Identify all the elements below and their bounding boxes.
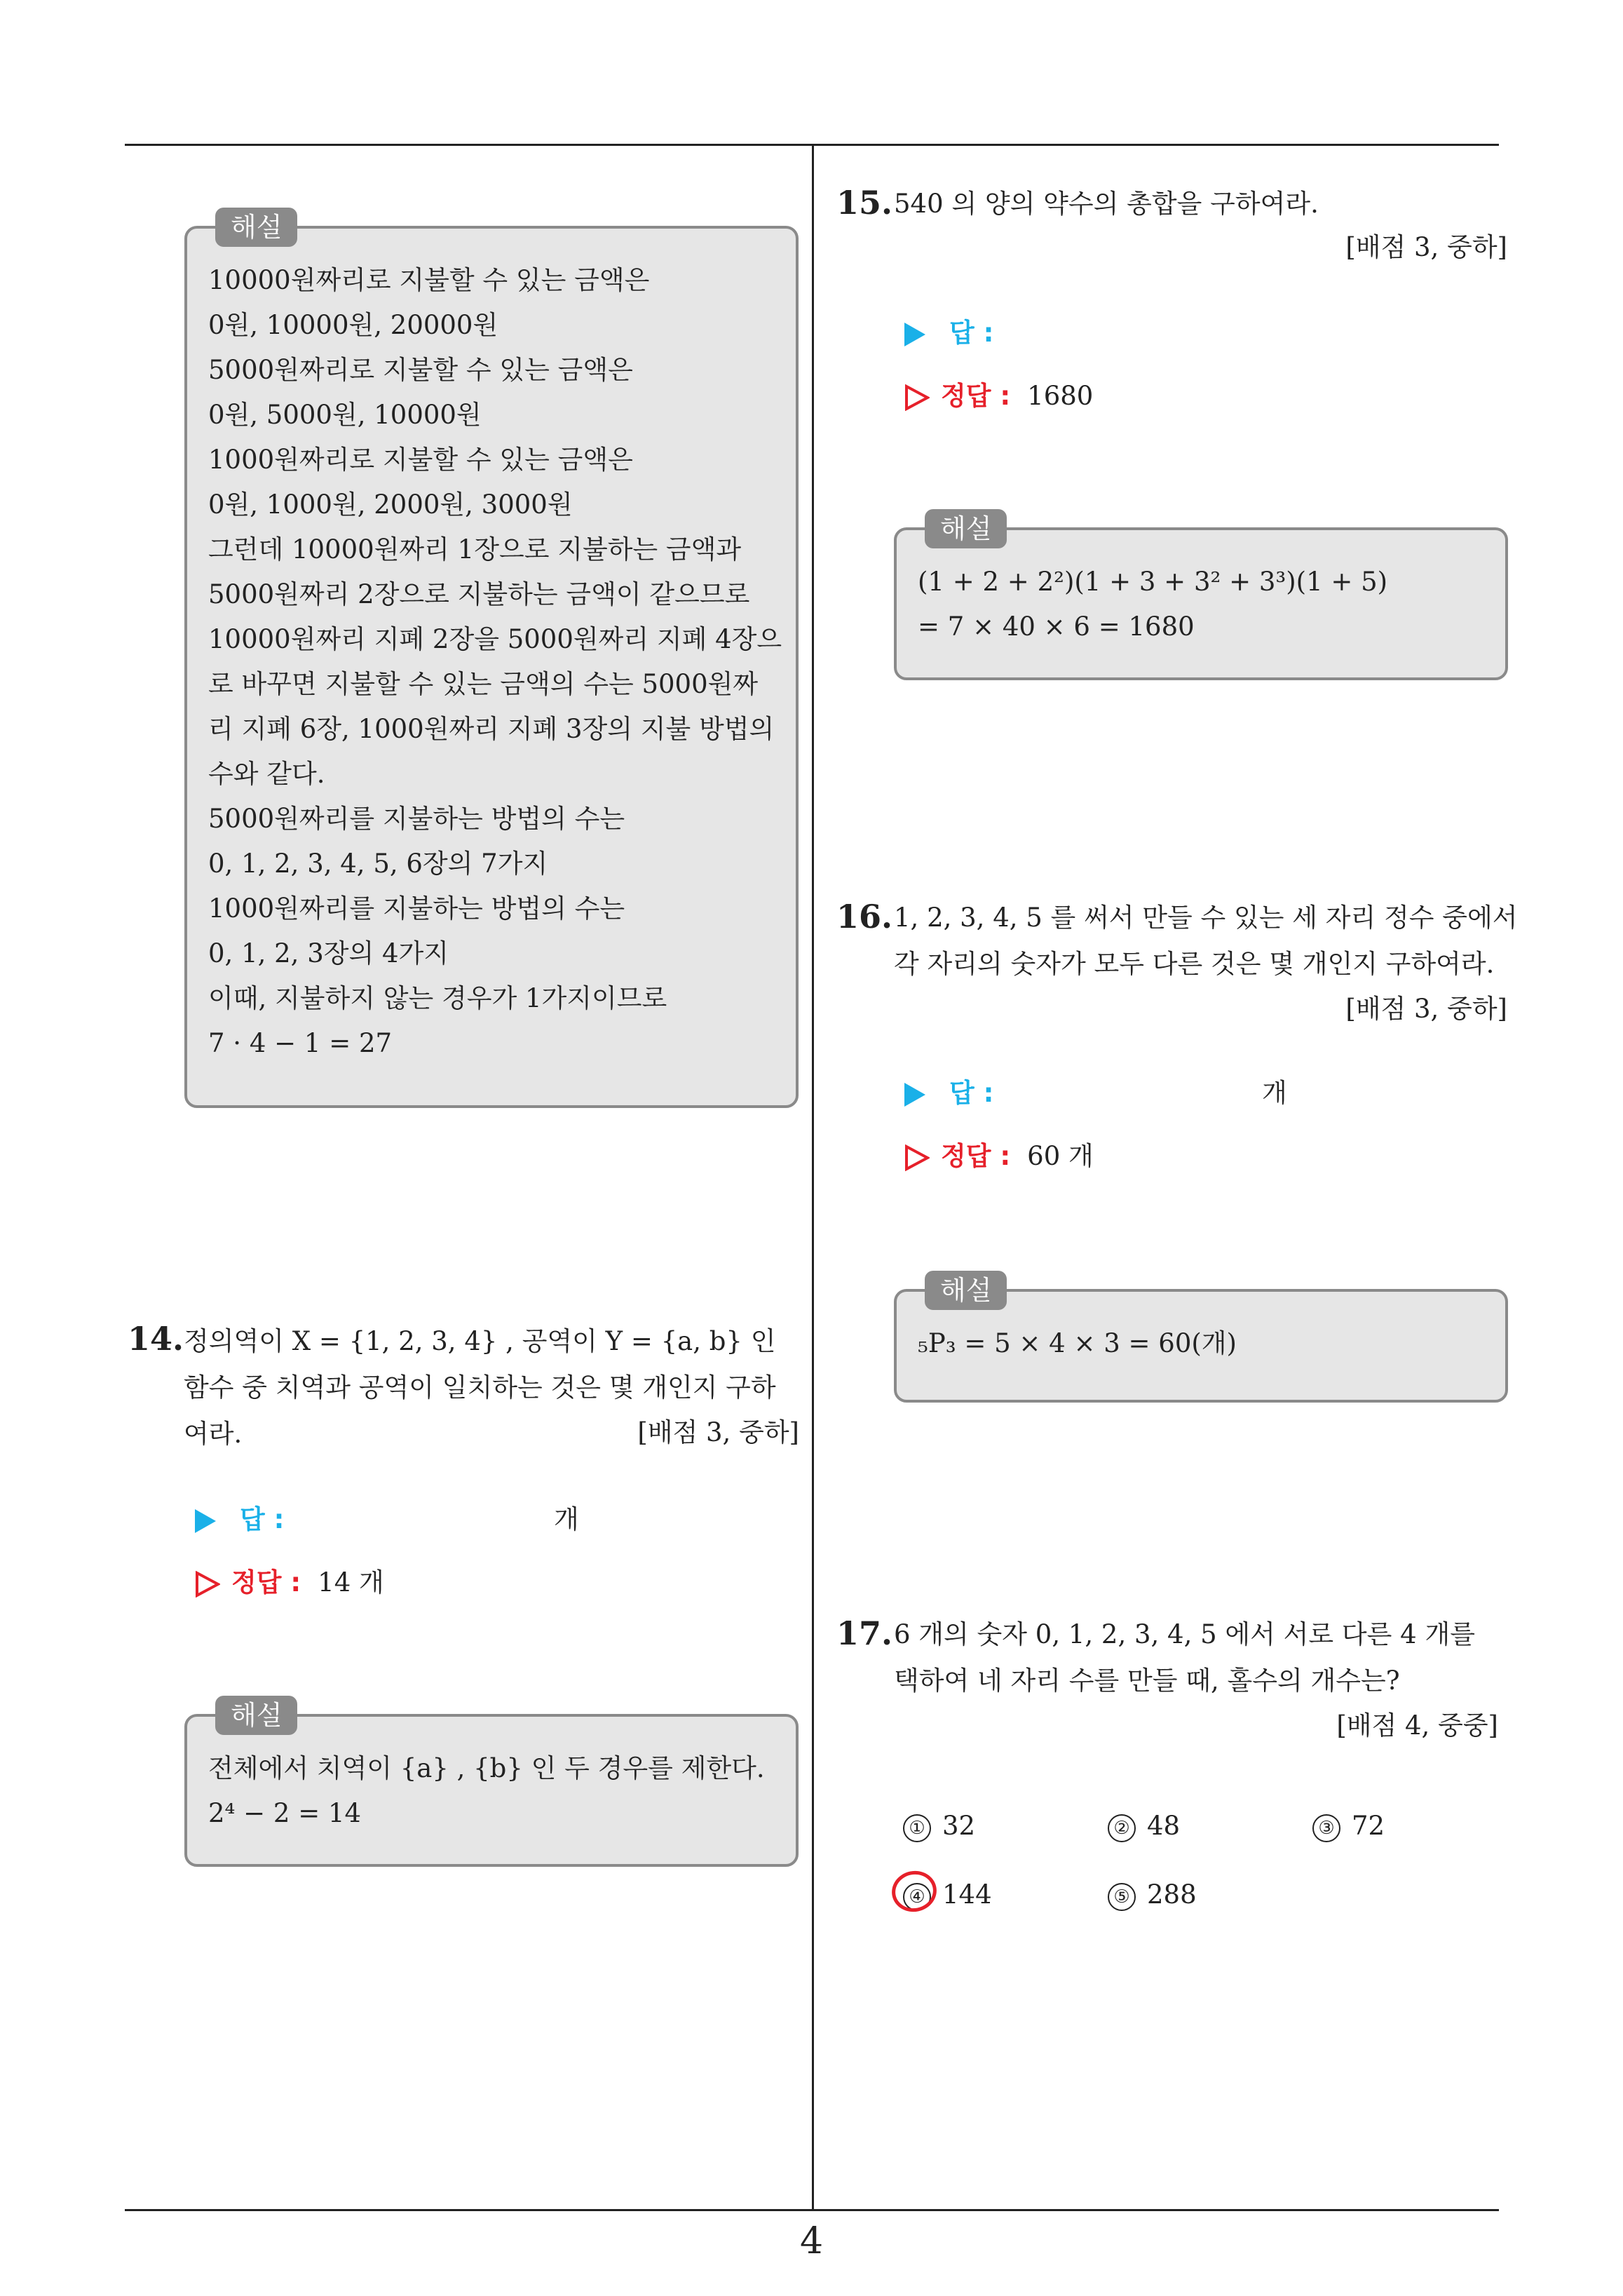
text-line: 리 지폐 6장, 1000원짜리 지폐 3장의 지불 방법의: [208, 714, 775, 744]
solution-text: [208, 258, 782, 1066]
text-line: 그런데 10000원짜리 1장으로 지불하는 금액과: [208, 534, 742, 565]
text-line: 0원, 1000원, 2000원, 3000원: [208, 489, 573, 520]
solution-box-q13: [184, 212, 799, 1108]
question-meta-14: [배점 3, 중하]: [637, 1417, 799, 1447]
question-text-15: [894, 181, 1511, 227]
text-line: 여라.: [184, 1419, 243, 1449]
play-icon: [904, 1083, 925, 1107]
choice-mark: ②: [1108, 1814, 1136, 1842]
solution-tag: 해설: [925, 1271, 1007, 1310]
correct-label: 정답 :: [941, 381, 1011, 411]
question-meta-15: [배점 3, 중하]: [1345, 232, 1507, 262]
text-line: 0원, 10000원, 20000원: [208, 310, 498, 340]
text-line: 전체에서 치역이 {a} , {b} 인 두 경우를 제한다.: [208, 1753, 765, 1783]
choice-3[interactable]: [1312, 1811, 1385, 1842]
correct-value: 1680: [1027, 381, 1094, 411]
question-number-14: 14.: [128, 1320, 184, 1358]
question-text-16: [894, 895, 1518, 987]
solution-box-q14: [184, 1700, 799, 1867]
answer-unit-16: 개: [1262, 1078, 1287, 1108]
correct-row-15: [904, 374, 1093, 412]
text-line: 1000원짜리로 지불할 수 있는 금액은: [208, 445, 633, 475]
text-line: 0원, 5000원, 10000원: [208, 400, 482, 430]
solution-box-q15: [894, 513, 1508, 680]
text-line: 5000원짜리를 지불하는 방법의 수는: [208, 804, 625, 834]
answer-label: 답 :: [240, 1504, 285, 1534]
solution-text: [208, 1746, 775, 1836]
text-line: 5000원짜리 2장으로 지불하는 금액이 같으므로: [208, 579, 750, 609]
choice-value: 48: [1147, 1811, 1181, 1841]
text-line: 1, 2, 3, 4, 5 를 써서 만들 수 있는 세 자리 정수 중에서: [894, 903, 1518, 933]
choice-1[interactable]: [903, 1811, 975, 1842]
answer-row-16: [904, 1072, 993, 1109]
text-line: 10000원짜리 지폐 2장을 5000원짜리 지폐 4장으: [208, 624, 782, 654]
text-line: 함수 중 치역과 공역이 일치하는 것은 몇 개인지 구하: [184, 1372, 776, 1403]
text-line: 0, 1, 2, 3, 4, 5, 6장의 7가지: [208, 849, 548, 879]
answer-row-14: [195, 1498, 284, 1536]
text-line: 7 · 4 − 1 = 27: [208, 1028, 393, 1058]
text-line: 5000원짜리로 지불할 수 있는 금액은: [208, 355, 633, 385]
page-number: 4: [799, 2220, 824, 2262]
question-meta-16: [배점 3, 중하]: [1345, 994, 1507, 1024]
solution-tag: 해설: [215, 208, 297, 247]
text-line: 수와 같다.: [208, 759, 325, 789]
answer-row-15: [904, 311, 993, 349]
choice-5[interactable]: [1108, 1879, 1197, 1911]
text-line: 정의역이 X = {1, 2, 3, 4} , 공역이 Y = {a, b} 인: [184, 1326, 776, 1356]
correct-label: 정답 :: [941, 1141, 1011, 1171]
solution-box-q16: [894, 1275, 1508, 1403]
question-number-15: 15.: [836, 184, 893, 222]
question-number-17: 17.: [836, 1614, 893, 1652]
correct-row-14: [195, 1561, 384, 1599]
answer-label: 답 :: [949, 318, 994, 348]
answer-label: 답 :: [949, 1078, 994, 1108]
solution-text: [918, 560, 1484, 649]
choice-mark: ④: [903, 1883, 931, 1911]
text-line: 6 개의 숫자 0, 1, 2, 3, 4, 5 에서 서로 다른 4 개를: [894, 1619, 1475, 1649]
choice-value: 72: [1352, 1811, 1385, 1841]
hollow-triangle-icon: [904, 1144, 930, 1171]
answer-unit-14: 개: [554, 1504, 579, 1534]
question-text-17: [894, 1612, 1511, 1704]
text-line: 로 바꾸면 지불할 수 있는 금액의 수는 5000원짜: [208, 669, 759, 699]
choice-mark: ③: [1312, 1814, 1340, 1842]
play-icon: [195, 1509, 216, 1533]
question-number-16: 16.: [836, 898, 893, 936]
text-line: 각 자리의 숫자가 모두 다른 것은 몇 개인지 구하여라.: [894, 949, 1495, 979]
text-line: (1 + 2 + 2²)(1 + 3 + 3² + 3³)(1 + 5): [918, 567, 1388, 597]
text-line: 2⁴ − 2 = 14: [208, 1798, 362, 1828]
text-line: ₅P₃ = 5 × 4 × 3 = 60(개): [918, 1328, 1237, 1358]
text-line: 0, 1, 2, 3장의 4가지: [208, 938, 449, 968]
text-line: 택하여 네 자리 수를 만들 때, 홀수의 개수는?: [894, 1666, 1400, 1696]
choice-value: 32: [942, 1811, 976, 1841]
choice-mark: ⑤: [1108, 1883, 1136, 1911]
correct-row-16: [904, 1135, 1094, 1173]
choice-mark: ①: [903, 1814, 931, 1842]
choice-value: 288: [1147, 1879, 1197, 1910]
text-line: 540 의 양의 약수의 총합을 구하여라.: [894, 189, 1319, 219]
correct-value: 14 개: [318, 1567, 384, 1598]
solution-text: [918, 1321, 1484, 1366]
hollow-triangle-icon: [195, 1571, 220, 1598]
choice-2[interactable]: [1108, 1811, 1180, 1842]
correct-value: 60 개: [1027, 1141, 1094, 1171]
column-divider: [812, 144, 814, 2210]
bottom-rule: [125, 2209, 1499, 2211]
hollow-triangle-icon: [904, 384, 930, 411]
choice-value: 144: [942, 1879, 992, 1910]
text-line: 이때, 지불하지 않는 경우가 1가지이므로: [208, 983, 667, 1013]
solution-tag: 해설: [925, 509, 1007, 548]
text-line: 1000원짜리를 지불하는 방법의 수는: [208, 893, 625, 924]
correct-label: 정답 :: [231, 1567, 301, 1598]
text-line: 10000원짜리로 지불할 수 있는 금액은: [208, 265, 650, 295]
text-line: = 7 × 40 × 6 = 1680: [918, 612, 1195, 642]
play-icon: [904, 323, 925, 346]
question-meta-17: [배점 4, 중중]: [1336, 1710, 1498, 1741]
solution-tag: 해설: [215, 1696, 297, 1735]
